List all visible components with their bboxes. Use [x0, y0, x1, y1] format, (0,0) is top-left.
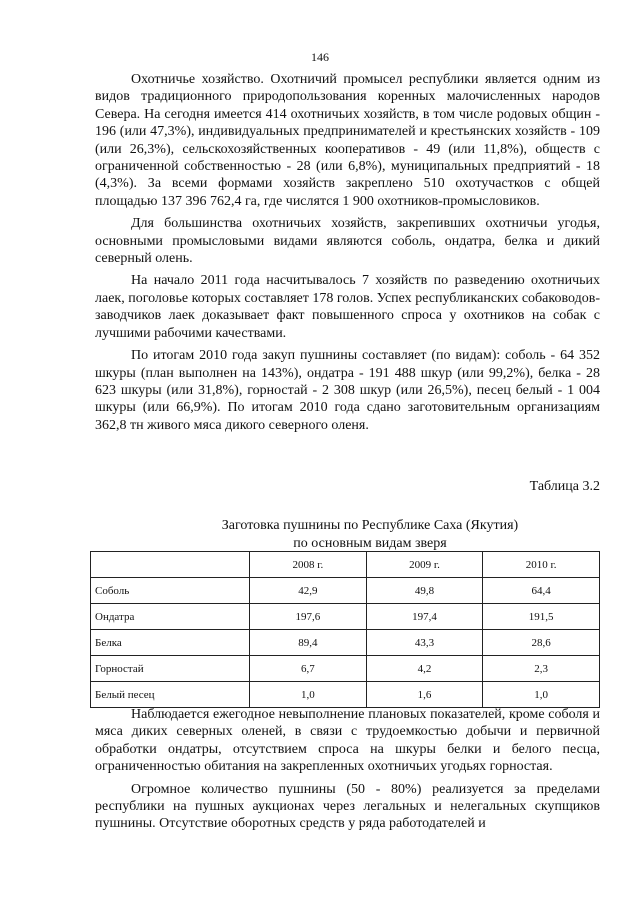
body-text-bottom — [95, 706, 600, 838]
body-text-top — [95, 71, 600, 439]
table-cell-value: 1,0 — [250, 682, 367, 708]
table-title-line-2: по основным видам зверя — [293, 536, 447, 551]
paragraph-fur-purchase-2010: По итогам 2010 года закуп пушнины составляет (по видам): соболь - 64 352 шкуры (план выполнен на 143%), ондатра - 191 488 шкур (или 99,2%), белка - 28 623 шкуры (или 31,8%), горностай - 2 308 шкур (или 26,5%), песец белый - 1 004 шкуры (или 66,9%). По итогам 2010 года сдано заготовительным организациям 362,8 тн живого мяса дикого северного оленя. — [95, 348, 600, 433]
table-cell-value: 2,3 — [483, 656, 600, 682]
table-cell-value: 1,0 — [483, 682, 600, 708]
paragraph-fur-export: Огромное количество пушнины (50 - 80%) реализуется за пределами республики на пушных аукционах через легальных и нелегальных скупщиков пушнины. Отсутствие оборотных средств у ряда работодателей и — [95, 781, 600, 832]
table-cell-value: 43,3 — [366, 630, 483, 656]
table-cell-species: Белка — [91, 630, 250, 656]
table-row — [91, 656, 600, 682]
table-cell-value: 49,8 — [366, 578, 483, 604]
table-cell-value: 64,4 — [483, 578, 600, 604]
table-cell-value: 4,2 — [366, 656, 483, 682]
fur-harvest-table — [90, 551, 600, 708]
table-cell-species: Белый песец — [91, 682, 250, 708]
table-cell-species: Ондатра — [91, 604, 250, 630]
table-row — [91, 604, 600, 630]
table-title-line-1: Заготовка пушнины по Республике Саха (Якутия) — [221, 518, 519, 533]
table-cell-value: 6,7 — [250, 656, 367, 682]
table-cell-value: 89,4 — [250, 630, 367, 656]
table-header-row — [91, 552, 600, 578]
table-cell-value: 28,6 — [483, 630, 600, 656]
table-cell-value: 197,6 — [250, 604, 367, 630]
table-cell-species: Соболь — [91, 578, 250, 604]
paragraph-hunting-economy: Охотничье хозяйство. Охотничий промысел республики является одним из видов традиционного природопользования коренных малочисленных народов Севера. На сегодня имеется 414 охотничьих хозяйств, в том числе родовых общин - 196 (или 47,3%), индивидуальных предпринимателей и крестьянских хозяйств - 109 (или 26,3%), сельскохозяйственных кооперативов - 49 (или 11,8%), обществ с ограниченной собственностью - 28 (или 6,8%), муниципальных предприятий - 18 (4,3%). За всеми формами хозяйств закреплено 510 охотучастков с общей площадью 137 396 762,4 га, где числятся 1 900 охотников-промысловиков. — [95, 72, 600, 209]
table-row — [91, 682, 600, 708]
table-header-2008: 2008 г. — [250, 552, 367, 578]
table-title — [90, 517, 640, 553]
table-cell-value: 191,5 — [483, 604, 600, 630]
table-header-2010: 2010 г. — [483, 552, 600, 578]
table-header-blank — [91, 552, 250, 578]
table-header-2009: 2009 г. — [366, 552, 483, 578]
table-cell-value: 1,6 — [366, 682, 483, 708]
paragraph-laika-breeding: На начало 2011 года насчитывалось 7 хозяйств по разведению охотничьих лаек, поголовье которых составляет 178 голов. Успех республиканских собаководов-заводчиков лаек доказывает факт повышенного спроса у охотников на собак с лучшими рабочими качествами. — [95, 273, 600, 341]
paragraph-plan-shortfall: Наблюдается ежегодное невыполнение плановых показателей, кроме соболя и мяса диких северных оленей, в связи с трудоемкостью добычи и первичной обработки ондатры, отсутствием спроса на шкуры белки и белого песца, ограниченностью обитания на закрепленных охотничьих угодьях горностая. — [95, 707, 600, 775]
table-row — [91, 630, 600, 656]
table-row — [91, 578, 600, 604]
page-number: 146 — [311, 50, 329, 64]
table-cell-value: 197,4 — [366, 604, 483, 630]
table-cell-value: 42,9 — [250, 578, 367, 604]
table-cell-species: Горностай — [91, 656, 250, 682]
table-label: Таблица 3.2 — [529, 479, 600, 494]
paragraph-main-species: Для большинства охотничьих хозяйств, закрепивших охотничьи угодья, основными промысловыми видами являются соболь, ондатра, белка и дикий северный олень. — [95, 216, 600, 267]
